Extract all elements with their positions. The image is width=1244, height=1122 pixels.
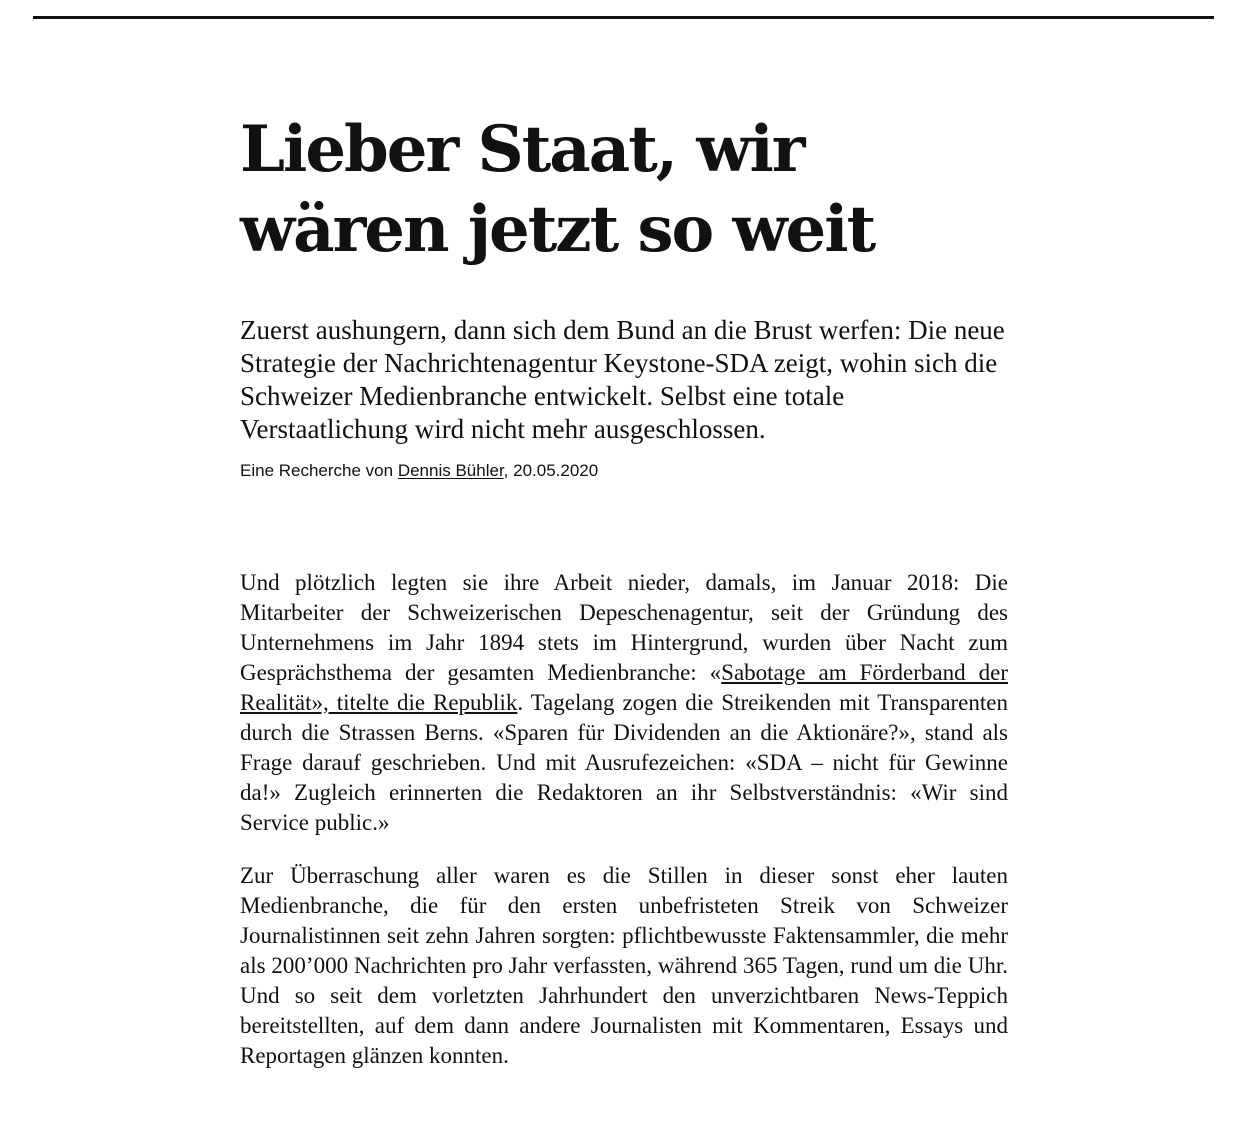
body-paragraph — [240, 568, 1008, 838]
paragraph-text: Und plötzlich legten sie ihre Arbeit nieder, damals, im Januar 2018: Die Mitarbeiter der Schweizerischen Depeschenagentur, seit der Gründung des Unternehmens im Jahr 1894 stets im Hintergrund, wurden über Nacht zum Gesprächsthema der gesamten Medienbranche: « — [240, 570, 1008, 685]
author-link[interactable]: Dennis Bühler — [397, 461, 504, 480]
article-body — [240, 568, 1010, 1071]
body-paragraph: Zur Überraschung aller waren es die Stillen in dieser sonst eher lauten Medienbranche, die für den ersten unbefristeten Streik von Schweizer Journalistinnen seit zehn Jahren sorgten: pflichtbewusste Faktensammler, die mehr als 200’000 Nachrichten pro Jahr verfassten, während 365 Tagen, rund um die Uhr. Und so seit dem vorletzten Jahrhundert den unverzichtbaren News-Teppich bereitstellten, auf dem dann andere Journalisten mit Kommentaren, Essays und Reportagen glänzen konnten. — [240, 863, 1008, 1068]
byline — [240, 460, 1010, 482]
publish-date: 20.05.2020 — [513, 461, 599, 480]
byline-separator: , — [503, 461, 514, 480]
top-divider — [33, 16, 1214, 19]
article-headline: Lieber Staat, wir wären jetzt so weit — [240, 112, 875, 267]
article-lead: Zuerst aushungern, dann sich dem Bund an die Brust werfen: Die neue Strategie der Nachrichtenagentur Keystone-SDA zeigt, wohin sich die Schweizer Medienbranche entwickelt. Selbst eine totale Verstaatlichung wird nicht mehr ausgeschlossen. — [240, 315, 1005, 444]
paragraph-text: . Tagelang zogen die Streikenden mit Transparenten durch die Strassen Berns. «Sparen für Dividenden an die Aktionäre?», stand als Frage darauf geschrieben. Und mit Ausrufezeichen: «SDA – nicht für Gewinne da!» Zugleich erinnerten die Redaktoren an ihr Selbstverständnis: «Wir sind Service public.» — [240, 690, 1008, 835]
republik-article-link[interactable]: Sabotage am Förderband der Realität», titelte die Republik — [240, 660, 1008, 715]
article — [240, 110, 1010, 1094]
byline-prefix: Eine Recherche von — [240, 461, 398, 480]
